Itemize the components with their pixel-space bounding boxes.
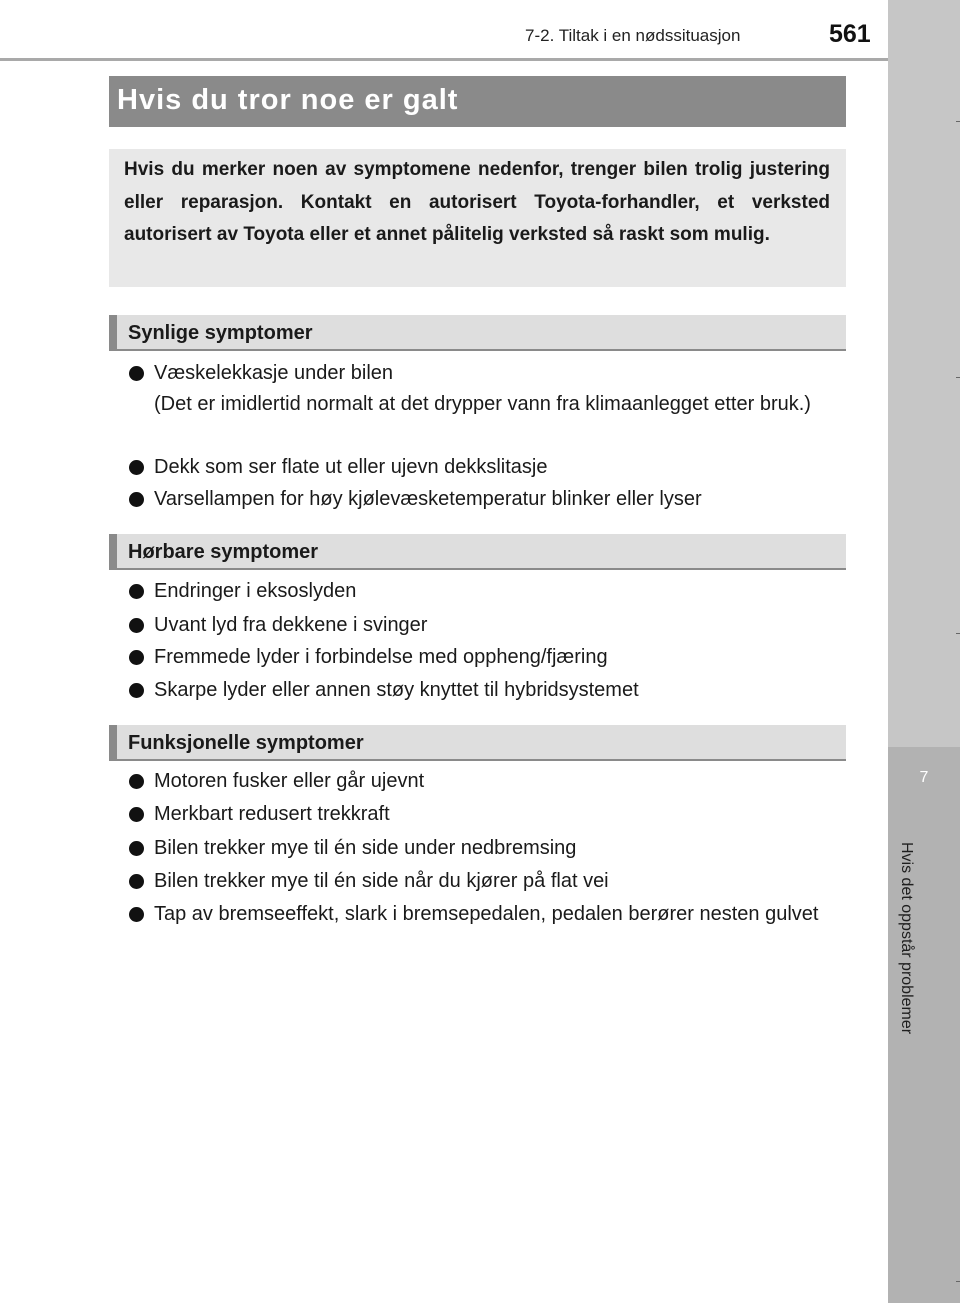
list-item-note	[129, 389, 839, 420]
bullet-dot-icon	[129, 618, 144, 633]
list-item	[129, 799, 839, 830]
section-heading-bar	[109, 725, 117, 759]
tab-tick-mark	[956, 121, 960, 122]
list-item-text: Merkbart redusert trekkraft	[154, 803, 390, 825]
list-item-text: Væskelekkasje under bilen	[154, 362, 394, 384]
list-item-text: Tap av bremseeffekt, slark i bremsepedalen, pedalen berører nesten gulvet	[154, 903, 819, 925]
bullet-dot-icon	[129, 366, 144, 381]
list-item	[129, 484, 839, 515]
bullet-dot-icon	[129, 492, 144, 507]
section-heading-audible-symptoms	[109, 534, 846, 570]
list-item	[129, 642, 839, 673]
section-heading-visible-symptoms	[109, 315, 846, 351]
list-item	[129, 576, 839, 607]
tab-tick-mark	[956, 1281, 960, 1282]
list-item-text: Fremmede lyder i forbindelse med oppheng/fjæring	[154, 646, 608, 668]
list-item	[129, 766, 839, 797]
tab-tick-mark	[956, 377, 960, 378]
section-heading-label: Hørbare symptomer	[128, 541, 319, 563]
bullet-dot-icon	[129, 841, 144, 856]
list-item-text: Skarpe lyder eller annen støy knyttet til hybridsystemet	[154, 679, 639, 701]
bullet-dot-icon	[129, 460, 144, 475]
page-title: Hvis du tror noe er galt	[117, 84, 459, 116]
section-heading-bar	[109, 315, 117, 349]
bullet-dot-icon	[129, 683, 144, 698]
bullet-dot-icon	[129, 584, 144, 599]
bullet-dot-icon	[129, 874, 144, 889]
list-item	[129, 675, 839, 706]
list-item	[129, 452, 839, 483]
list-item-text: Endringer i eksoslyden	[154, 580, 357, 602]
page-number: 561	[829, 20, 871, 48]
list-item-text: Uvant lyd fra dekkene i svinger	[154, 614, 428, 636]
list-item	[129, 866, 839, 897]
list-item-text: Dekk som ser flate ut eller ujevn dekkslitasje	[154, 456, 548, 478]
section-heading-label: Funksjonelle symptomer	[128, 732, 364, 754]
list-item-text: Bilen trekker mye til én side under nedbremsing	[154, 837, 577, 859]
list-item-text: Motoren fusker eller går ujevnt	[154, 770, 425, 792]
tab-tick-mark	[956, 633, 960, 634]
bullet-dot-icon	[129, 650, 144, 665]
section-heading-label: Synlige symptomer	[128, 322, 313, 344]
bullet-dot-icon	[129, 774, 144, 789]
chapter-title: Hvis det oppstår problemer	[898, 842, 915, 1035]
chapter-number: 7	[919, 769, 929, 786]
list-item-text: Varsellampen for høy kjølevæsketemperatur blinker eller lyser	[154, 488, 702, 510]
section-heading-bar	[109, 534, 117, 568]
list-item-note-text: (Det er imidlertid normalt at det drypper vann fra klimaanlegget etter bruk.)	[154, 393, 811, 415]
list-item	[129, 610, 839, 641]
list-item	[129, 899, 839, 930]
section-heading-functional-symptoms	[109, 725, 846, 761]
header-section-title: 7-2. Tiltak i en nødssituasjon	[525, 26, 741, 45]
intro-text: Hvis du merker noen av symptomene nedenfor, trenger bilen trolig justering eller reparasjon. Kontakt en autorisert Toyota-forhandler, et verksted autorisert av Toyota eller et annet pålitelig verksted så raskt som mulig.	[124, 159, 830, 245]
header-divider	[0, 58, 888, 61]
list-item	[129, 833, 839, 864]
list-item-text: Bilen trekker mye til én side når du kjører på flat vei	[154, 870, 609, 892]
bullet-dot-icon	[129, 807, 144, 822]
list-item	[129, 358, 839, 389]
bullet-dot-icon	[129, 907, 144, 922]
